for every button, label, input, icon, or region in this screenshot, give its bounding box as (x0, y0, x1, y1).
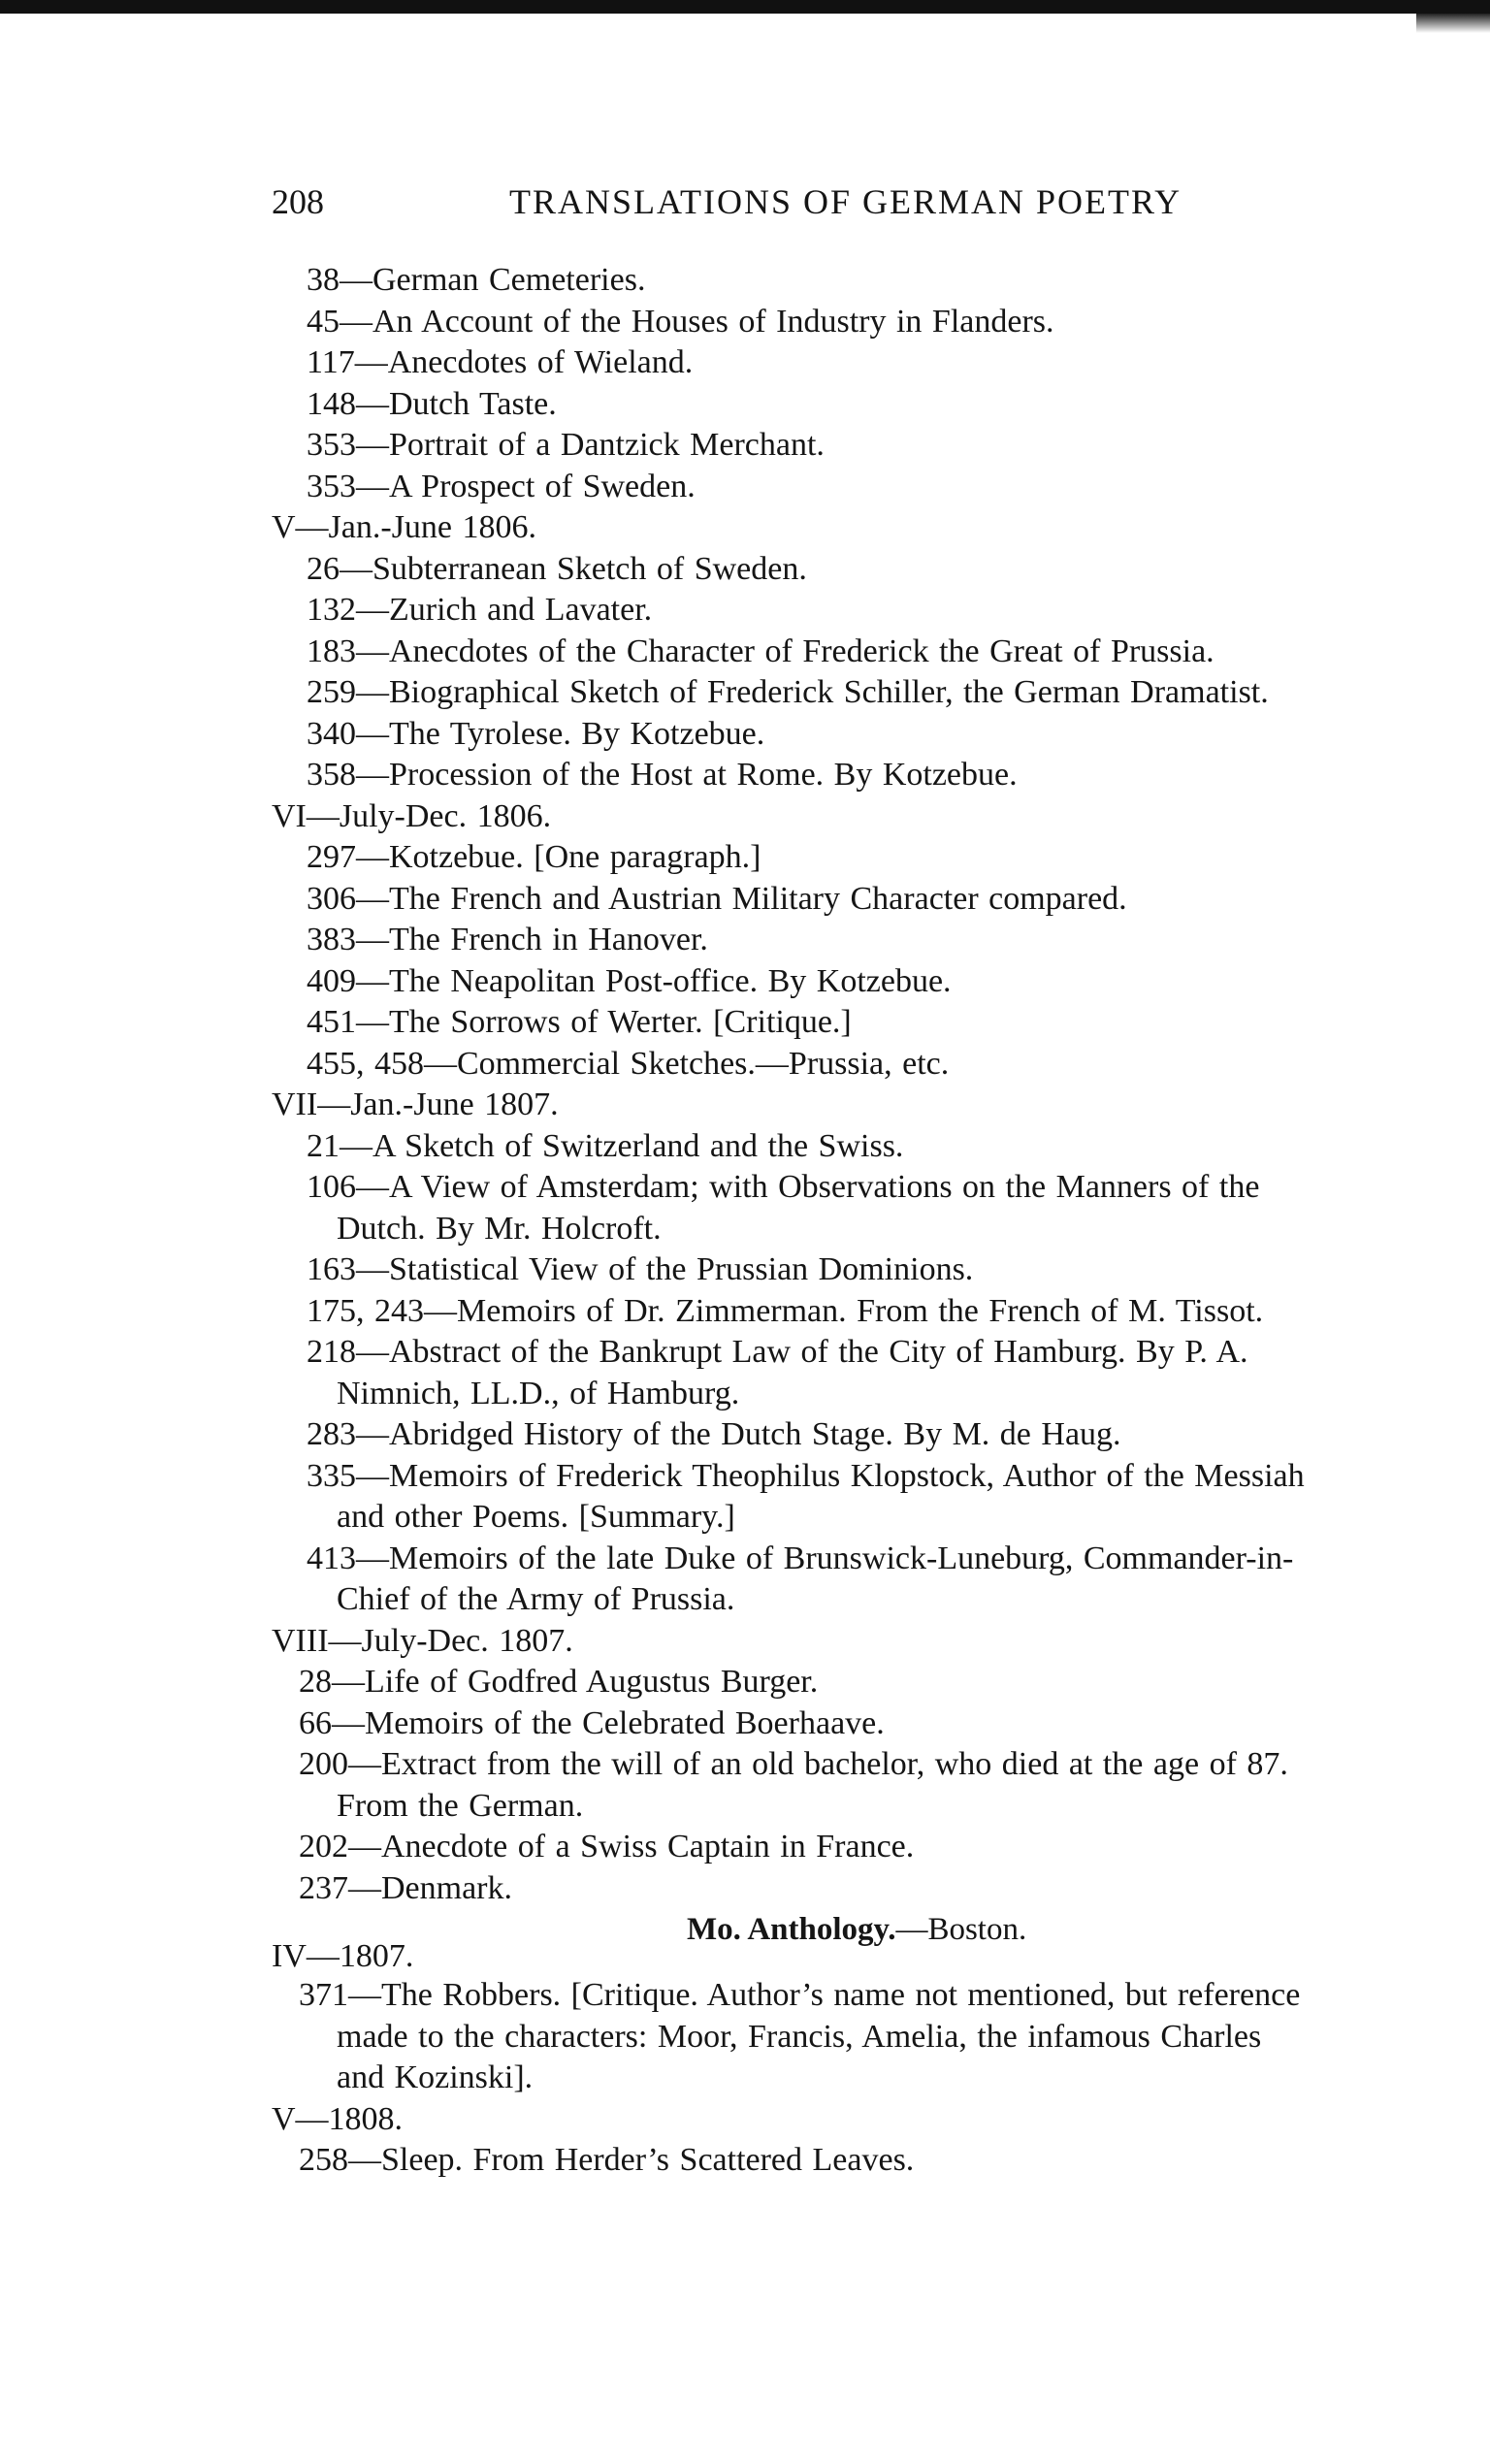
section-heading-block (0, 1909, 1490, 1975)
continued-entries (0, 260, 1490, 507)
entry-continuation: Dutch. By Mr. Holcroft. (337, 1210, 662, 1247)
entry-line: 148—Dutch Taste. (307, 385, 557, 422)
entry-line: 237—Denmark. (299, 1869, 513, 1906)
volume-heading: IV—1807. (272, 1938, 414, 1974)
top-scan-border-shadow (1416, 14, 1490, 33)
entry-line: 340—The Tyrolese. By Kotzebue. (307, 715, 765, 752)
entry-line: 409—The Neapolitan Post-office. By Kotzebue. (307, 962, 952, 999)
entry-line: 117—Anecdotes of Wieland. (307, 344, 694, 380)
entry-line: 306—The French and Austrian Military Character compared. (307, 880, 1127, 917)
entry-line: 335—Memoirs of Frederick Theophilus Klopstock, Author of the Messiah (307, 1457, 1305, 1494)
entry-line: 383—The French in Hanover. (307, 922, 708, 957)
entry-line: 202—Anecdote of a Swiss Captain in France. (299, 1829, 915, 1864)
entry-line: 455, 458—Commercial Sketches.—Prussia, etc. (307, 1045, 950, 1082)
entry-line: 413—Memoirs of the late Duke of Brunswick-Luneburg, Commander-in- (307, 1540, 1294, 1576)
entry-line: 353—A Prospect of Sweden. (307, 468, 696, 504)
entry-line: 451—The Sorrows of Werter. [Critique.] (307, 1004, 852, 1040)
entry-continuation: Nimnich, LL.D., of Hamburg. (337, 1375, 740, 1411)
entry-line: 283—Abridged History of the Dutch Stage. By M. de Haug. (307, 1416, 1121, 1452)
page-header (272, 180, 1261, 223)
page-body (0, 260, 1490, 2182)
running-title: TRANSLATIONS OF GERMAN POETRY (509, 182, 1182, 221)
volume-v-1806 (0, 507, 1490, 796)
volume-viii-1807 (0, 1621, 1490, 1910)
section-title-rest: —Boston. (895, 1912, 1027, 1947)
section-volume-v-1808 (0, 2099, 1490, 2182)
volume-heading: VI—July-Dec. 1806. (272, 797, 552, 834)
entry-line: 26—Subterranean Sketch of Sweden. (307, 550, 807, 587)
entry-line: 358—Procession of the Host at Rome. By Kotzebue. (307, 757, 1018, 793)
entry-continuation: and Kozinski]. (337, 2059, 534, 2095)
volume-heading: VII—Jan.-June 1807. (272, 1086, 559, 1122)
volume-heading: V—Jan.-June 1806. (272, 509, 537, 545)
entry-continuation: and other Poems. [Summary.] (337, 1499, 735, 1535)
entry-continuation: From the German. (337, 1787, 584, 1824)
entry-line: 353—Portrait of a Dantzick Merchant. (307, 427, 825, 463)
entry-line: 66—Memoirs of the Celebrated Boerhaave. (299, 1704, 885, 1741)
entry-line: 21—A Sketch of Switzerland and the Swiss. (307, 1127, 904, 1164)
entry-continuation: made to the characters: Moor, Francis, Amelia, the infamous Charles (337, 2018, 1262, 2055)
section-title (687, 1909, 1026, 1950)
entry-line: 175, 243—Memoirs of Dr. Zimmerman. From the French of M. Tissot. (307, 1292, 1264, 1329)
entry-line: 218—Abstract of the Bankrupt Law of the City of Hamburg. By P. A. (307, 1334, 1248, 1370)
entry-continuation: Chief of the Army of Prussia. (337, 1581, 735, 1617)
volume-vi-1806 (0, 796, 1490, 1086)
entry-line: 45—An Account of the Houses of Industry in Flanders. (307, 303, 1054, 340)
top-scan-border (0, 0, 1490, 14)
entry-line: 259—Biographical Sketch of Frederick Schiller, the German Dramatist. (307, 674, 1269, 710)
entry-line: 200—Extract from the will of an old bachelor, who died at the age of 87. (299, 1746, 1288, 1782)
entry-line: 183—Anecdotes of the Character of Frederick the Great of Prussia. (307, 632, 1215, 669)
volume-heading: VIII—July-Dec. 1807. (272, 1622, 573, 1659)
entry-line: 132—Zurich and Lavater. (307, 592, 653, 628)
entry-line: 163—Statistical View of the Prussian Dominions. (307, 1251, 974, 1287)
page-number: 208 (272, 182, 324, 221)
section-volume-iv-1807 (0, 1975, 1490, 2099)
section-title-bold: Mo. Anthology. (687, 1912, 896, 1947)
entry-line: 28—Life of Godfred Augustus Burger. (299, 1664, 819, 1700)
entry-line: 297—Kotzebue. [One paragraph.] (307, 839, 761, 875)
entry-line: 106—A View of Amsterdam; with Observations on the Manners of the (307, 1169, 1260, 1205)
entry-line: 258—Sleep. From Herder’s Scattered Leaves. (299, 2142, 915, 2178)
volume-vii-1807 (0, 1085, 1490, 1621)
entry-line: 38—German Cemeteries. (307, 262, 646, 298)
entry-line: 371—The Robbers. [Critique. Author’s name not mentioned, but reference (299, 1977, 1301, 2013)
volume-heading: V—1808. (272, 2100, 404, 2137)
